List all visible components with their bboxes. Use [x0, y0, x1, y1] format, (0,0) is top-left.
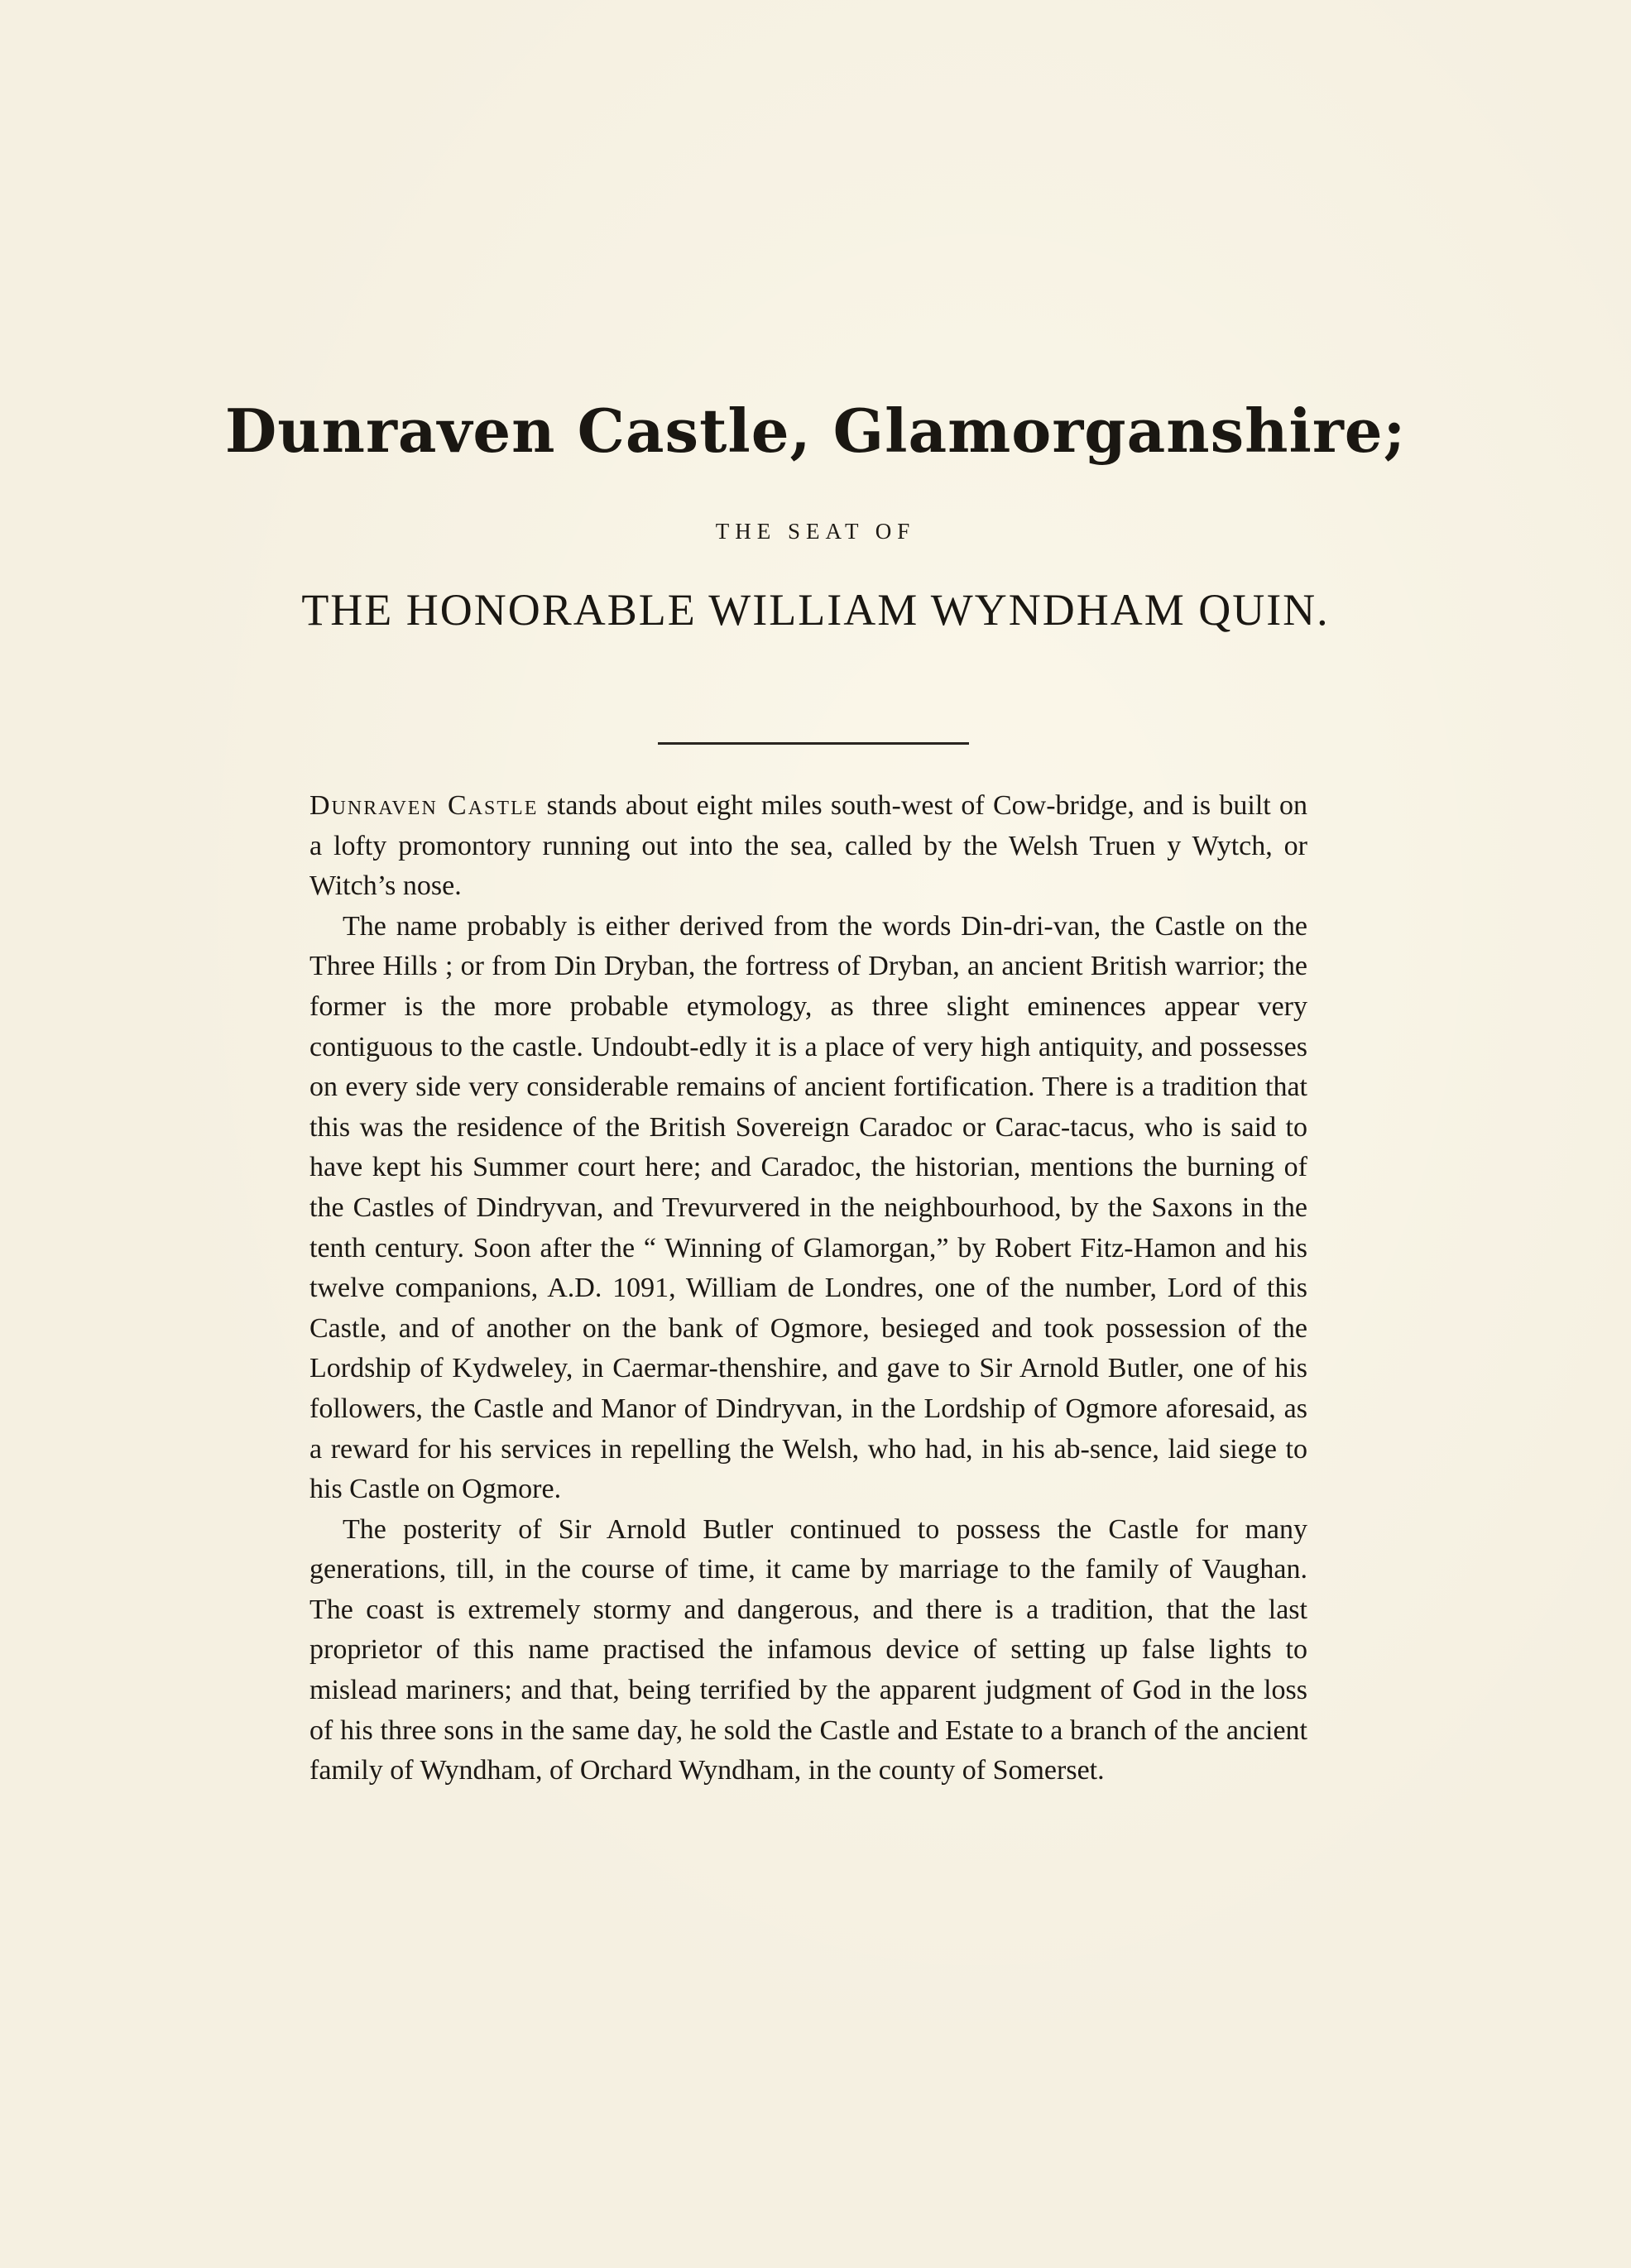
body-text: [309, 786, 1307, 1791]
paragraph-3: The posterity of Sir Arnold Butler continued to possess the Castle for many generations, till, in the course of time, it came by marriage to the family of Vaughan. The coast is extremely stormy and dangerous, and there is a tradition, that the last proprietor of this name practised the infamous device of setting up false lights to mislead mariners; and that, being terrified by the apparent judgment of God in the loss of his three sons in the same day, he sold the Castle and Estate to a branch of the ancient family of Wyndham, of Orchard Wyndham, in the county of Somerset.: [309, 1513, 1307, 1786]
paragraph-2: The name probably is either derived from the words Din-dri-van, the Castle on the Three Hills ; or from Din Dryban, the fortress of Dryban, an ancient British warrior; the former is the more probable etymology, as three slight eminences appear very contiguous to the castle. Undoubt-edly it is a place of very high antiquity, and possesses on every side very considerable remains of ancient fortification. There is a tradition that this was the residence of the British Sovereign Caradoc or Carac-tacus, who is said to have kept his Summer court here; and Caradoc, the historian, mentions the burning of the Castles of Dindryvan, and Trevurvered in the neighbourhood, by the Saxons in the tenth century. Soon after the “ Winning of Glamorgan,” by Robert Fitz-Hamon and his twelve companions, A.D. 1091, William de Londres, one of the number, Lord of this Castle, and of another on the bank of Ogmore, besieged and took possession of the Lordship of Kydweley, in Caermar-thenshire, and gave to Sir Arnold Butler, one of his followers, the Castle and Manor of Dindryvan, in the Lordship of Ogmore aforesaid, as a reward for his services in repelling the Welsh, who had, in his ab-sence, laid siege to his Castle on Ogmore.: [309, 910, 1307, 1505]
owner-name: THE HONORABLE WILLIAM WYNDHAM QUIN.: [301, 585, 1330, 635]
divider-rule: [658, 742, 969, 745]
subtitle: THE SEAT OF: [715, 519, 916, 544]
lead-words: Dunraven Castle: [309, 790, 539, 821]
page-title: Dunraven Castle, Glamorganshire;: [224, 396, 1407, 466]
paragraph-1-text: stands about eight miles south-west of Cow-bridge, and is built on a lofty promontory running out into the sea, called by the Welsh Truen y Wytch, or Witch’s nose.: [309, 790, 1307, 902]
paragraph-1: [309, 786, 1307, 907]
